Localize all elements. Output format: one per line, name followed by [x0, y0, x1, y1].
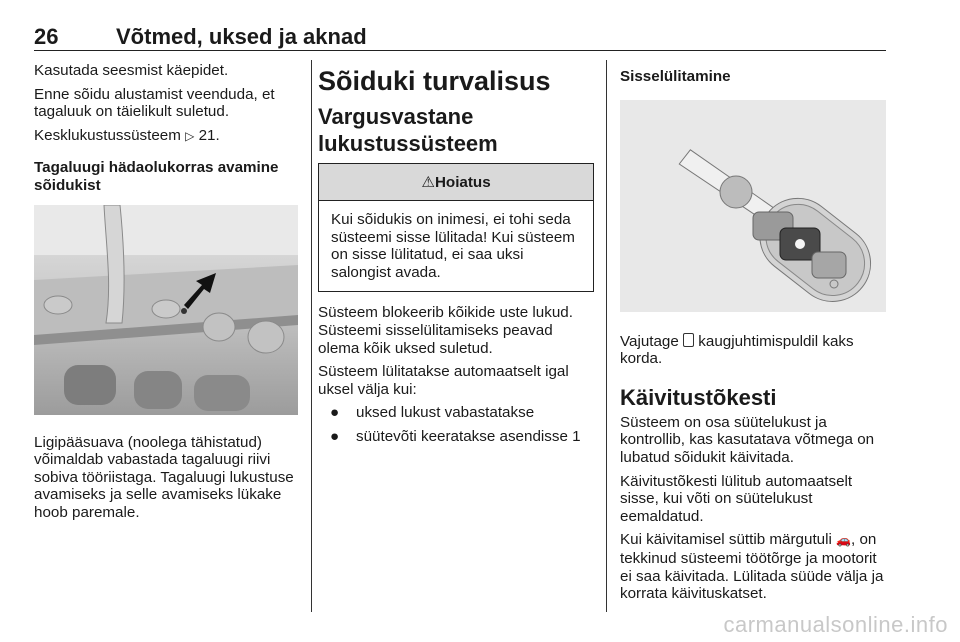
- warning-body: [319, 201, 593, 291]
- tailgate-emergency-release-photo: [34, 205, 299, 420]
- paragraph: Süsteem on osa süütelukust ja kontrollib, kas kasutatava võtmega on lubatud sõidukit käivitada.: [620, 413, 875, 466]
- list-item: [318, 428, 594, 446]
- list-item-text: uksed lukust vabastatakse: [356, 404, 535, 422]
- page-reference-arrow-icon: ▷: [185, 128, 195, 143]
- paragraph-text: Kesklukustussüsteem: [34, 126, 186, 144]
- paragraph-text: Vajutage: [620, 332, 684, 350]
- column-middle: [318, 62, 594, 452]
- paragraph: Käivitustõkesti lülitub automaatselt sisse, kui võti on süütelukust eemaldatud.: [620, 472, 853, 525]
- paragraph: [34, 127, 299, 146]
- paragraph: [620, 333, 890, 368]
- column-divider: [606, 60, 607, 612]
- warning-header: [319, 164, 593, 201]
- paragraph: Kasutada seesmist käepidet.: [34, 62, 229, 79]
- page-number: 26: [34, 24, 59, 49]
- paragraph-text: kaugjuhtimispuldil kaks korda.: [620, 332, 854, 368]
- page-reference[interactable]: 21.: [198, 126, 220, 144]
- paragraph-text: Kui käivitamisel süttib märgutuli: [620, 531, 837, 549]
- chapter-title: Võtmed, uksed ja aknad: [116, 24, 367, 49]
- paragraph: Enne sõidu alustamist veenduda, et tagaluuk on täielikult suletud.: [34, 85, 275, 121]
- main-heading: Sõiduki turvalisus: [318, 66, 551, 96]
- warning-triangle-icon: ⚠: [421, 174, 435, 191]
- paragraph: Süsteem blokeerib kõikide uste lukud. Süsteemi sisselülitamiseks peavad olema kõik uksed suletud.: [318, 304, 573, 357]
- lock-button-icon: [683, 333, 694, 347]
- bullet-icon: ●: [330, 427, 340, 445]
- immobiliser-car-lock-icon: 🚗: [836, 533, 852, 548]
- column-right: [620, 62, 890, 609]
- column-left: [34, 62, 299, 522]
- section-heading: Käivitustõkesti: [620, 384, 777, 410]
- sub-heading: Vargusvastane lukustussüsteem: [318, 104, 498, 156]
- paragraph-text: , on tekkinud süsteemi töötõrge ja mootorit ei saa käivitada. Lülitada süüde välja ja korrata käivituskatset.: [620, 531, 884, 603]
- paragraph: [620, 531, 890, 602]
- figure-caption: Ligipääsuava (noolega tähistatud) võimaldab vabastada tagaluugi riivi sobiva tööriistaga. Tagaluugi lukustuse avamiseks ja selle avamiseks lükake hoob paremale.: [34, 433, 294, 521]
- column-divider: [311, 60, 312, 612]
- section-heading: Sisselülitamine: [620, 68, 731, 85]
- remote-key-fob-illustration: [620, 100, 890, 317]
- paragraph: Süsteem lülitatakse automaatselt igal uksel välja kui:: [318, 363, 569, 398]
- warning-label: Hoiatus: [434, 174, 491, 191]
- bullet-list: [318, 404, 594, 445]
- page-header: [34, 20, 886, 51]
- watermark: carmanualsonline.info: [723, 612, 948, 637]
- list-item-text: süütevõti keeratakse asendisse 1: [356, 427, 581, 445]
- bullet-icon: ●: [330, 404, 340, 422]
- warning-box: [318, 163, 594, 292]
- list-item: [318, 404, 594, 422]
- warning-text: Kui sõidukis on inimesi, ei tohi seda süsteemi sisse lülitada! Kui süsteem on sisse lülitatud, ei saa uksi salongist avada.: [331, 211, 575, 281]
- section-heading: Tagaluugi hädaolukorras avamine sõidukist: [34, 159, 279, 194]
